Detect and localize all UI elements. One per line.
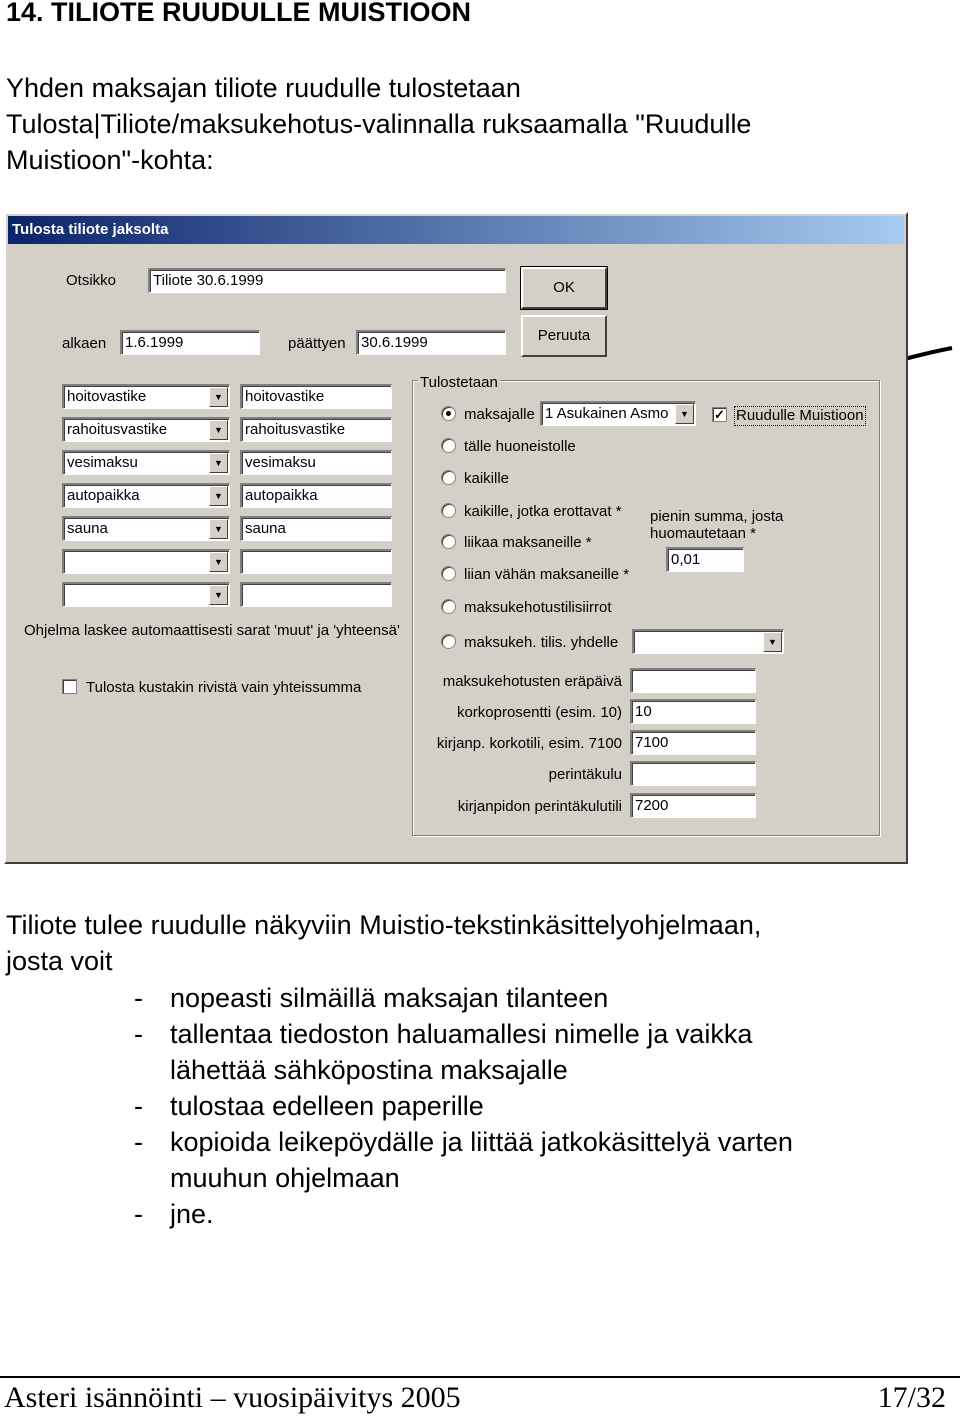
list-item: [134, 1088, 793, 1124]
radio-label: liikaa maksaneille *: [464, 534, 592, 551]
print-statement-dialog: [4, 212, 908, 864]
column-combo-2[interactable]: [62, 417, 230, 442]
column-text-2[interactable]: rahoitusvastike: [240, 417, 392, 442]
bullet-text: tallentaa tiedoston haluamallesi nimelle ja vaikka: [170, 1019, 753, 1049]
radio-liian-vahan[interactable]: [441, 566, 456, 581]
otsikko-field[interactable]: Tiliote 30.6.1999: [148, 268, 506, 293]
section-heading: 14. TILIOTE RUUDULLE MUISTIOON: [6, 0, 472, 27]
field-label: maksukehotusten eräpäivä: [442, 673, 622, 690]
chevron-down-icon[interactable]: ▼: [675, 404, 694, 424]
bullet-text: nopeasti silmäillä maksajan tilanteen: [170, 983, 609, 1013]
bullet-text: kopioida leikepöydälle ja liittää jatkokäsittelyä varten: [170, 1127, 793, 1157]
radio-erottavat[interactable]: [441, 503, 456, 518]
intro-text: [6, 70, 751, 178]
radio-talle-huoneistolle[interactable]: [441, 438, 456, 453]
column-combo-7[interactable]: [62, 582, 230, 607]
sum-only-label: Tulosta kustakin rivistä vain yhteissumma: [86, 679, 362, 696]
bullet-dash: -: [134, 1127, 143, 1157]
radio-label: kaikille, jotka erottavat *: [464, 503, 622, 520]
alkaen-field[interactable]: 1.6.1999: [120, 330, 260, 355]
column-combo-4[interactable]: [62, 483, 230, 508]
radio-label: maksajalle: [464, 406, 535, 423]
intro-line: Yhden maksajan tiliote ruudulle tulostetaan: [6, 73, 521, 103]
radio-tilisiirrot[interactable]: [441, 599, 456, 614]
bullet-dash: -: [134, 1199, 143, 1229]
payer-combo[interactable]: [540, 401, 696, 426]
bullet-text: jne.: [170, 1199, 214, 1229]
interest-rate-field[interactable]: 10: [630, 699, 756, 724]
chevron-down-icon[interactable]: ▼: [763, 632, 782, 652]
min-sum-field[interactable]: 0,01: [666, 547, 744, 572]
column-text-4[interactable]: autopaikka: [240, 483, 392, 508]
column-combo-1[interactable]: [62, 384, 230, 409]
combo-value: autopaikka: [67, 487, 140, 504]
radio-label: liian vähän maksaneille *: [464, 566, 630, 583]
chevron-down-icon[interactable]: ▼: [209, 552, 228, 572]
footer-title: Asteri isännöinti – vuosipäivitys 2005: [4, 1381, 461, 1414]
radio-label: kaikille: [464, 470, 510, 487]
column-combo-5[interactable]: [62, 516, 230, 541]
page-number: 17/32: [877, 1381, 946, 1414]
field-label: korkoprosentti (esim. 10): [456, 704, 622, 721]
bullet-dash: -: [134, 1091, 143, 1121]
paattyen-label: päättyen: [288, 335, 346, 352]
otsikko-label: Otsikko: [66, 272, 117, 289]
chevron-down-icon[interactable]: ▼: [209, 387, 228, 407]
column-text-6[interactable]: [240, 549, 392, 574]
column-text-7[interactable]: [240, 582, 392, 607]
radio-kaikille[interactable]: [441, 470, 456, 485]
intro-line: Muistioon"-kohta:: [6, 145, 214, 175]
paragraph-line: josta voit: [6, 946, 113, 976]
column-text-5[interactable]: sauna: [240, 516, 392, 541]
ok-button[interactable]: OK: [521, 267, 607, 309]
list-item: [134, 980, 793, 1016]
field-label: kirjanp. korkotili, esim. 7100: [436, 735, 622, 752]
column-text-3[interactable]: vesimaksu: [240, 450, 392, 475]
dialog-titlebar: Tulosta tiliote jaksolta: [8, 216, 904, 244]
screen-notepad-checkbox[interactable]: ✓: [712, 407, 727, 422]
field-label: kirjanpidon perintäkulutili: [457, 798, 622, 815]
sum-only-checkbox[interactable]: [62, 679, 77, 694]
screen-notepad-label: Ruudulle Muistioon: [736, 407, 864, 424]
collection-fee-field[interactable]: [630, 761, 756, 786]
print-target-group-label: Tulostetaan: [420, 374, 498, 391]
auto-calc-note: Ohjelma laskee automaattisesti sarat 'muut' ja 'yhteensä': [24, 622, 400, 639]
bullet-text: muuhun ohjelmaan: [170, 1163, 400, 1193]
bullet-text: tulostaa edelleen paperille: [170, 1091, 484, 1121]
radio-liikaa[interactable]: [441, 534, 456, 549]
combo-value: vesimaksu: [67, 454, 138, 471]
radio-label: maksukehotustilisiirrot: [464, 599, 612, 616]
intro-line: Tulosta|Tiliote/maksukehotus-valinnalla ruksaamalla "Ruudulle: [6, 109, 752, 139]
combo-value: sauna: [67, 520, 108, 537]
list-item: [134, 1016, 793, 1088]
bullet-dash: -: [134, 1019, 143, 1049]
chevron-down-icon[interactable]: ▼: [209, 486, 228, 506]
column-combo-6[interactable]: [62, 549, 230, 574]
combo-value: rahoitusvastike: [67, 421, 168, 438]
list-item: [134, 1124, 793, 1196]
column-text-1[interactable]: hoitovastike: [240, 384, 392, 409]
collection-account-field[interactable]: 7200: [630, 793, 756, 818]
chevron-down-icon[interactable]: ▼: [209, 420, 228, 440]
alkaen-label: alkaen: [62, 335, 107, 352]
combo-value: 1 Asukainen Asmo: [545, 405, 669, 422]
chevron-down-icon[interactable]: ▼: [209, 519, 228, 539]
radio-label: tälle huoneistolle: [464, 438, 576, 455]
due-date-field[interactable]: [630, 668, 756, 693]
field-label: perintäkulu: [548, 766, 622, 783]
interest-account-field[interactable]: 7100: [630, 730, 756, 755]
radio-label: maksukeh. tilis. yhdelle: [464, 634, 619, 651]
chevron-down-icon[interactable]: ▼: [209, 453, 228, 473]
min-sum-label: huomautetaan *: [650, 525, 756, 542]
paragraph-line: Tiliote tulee ruudulle näkyviin Muistio-tekstinkäsittelyohjelmaan,: [6, 910, 762, 940]
combo-value: hoitovastike: [67, 388, 147, 405]
body-paragraph: [6, 907, 761, 979]
radio-maksajalle[interactable]: [441, 406, 456, 421]
single-account-combo[interactable]: [632, 629, 784, 654]
paattyen-field[interactable]: 30.6.1999: [356, 330, 506, 355]
list-item: [134, 1196, 793, 1232]
bullet-dash: -: [134, 983, 143, 1013]
cancel-button[interactable]: Peruuta: [521, 315, 607, 357]
column-combo-3[interactable]: [62, 450, 230, 475]
min-sum-label: pienin summa, josta: [650, 508, 784, 525]
bullet-text: lähettää sähköpostina maksajalle: [170, 1055, 568, 1085]
radio-tilis-yhdelle[interactable]: [441, 634, 456, 649]
bullet-list: [134, 980, 793, 1232]
chevron-down-icon[interactable]: ▼: [209, 585, 228, 605]
